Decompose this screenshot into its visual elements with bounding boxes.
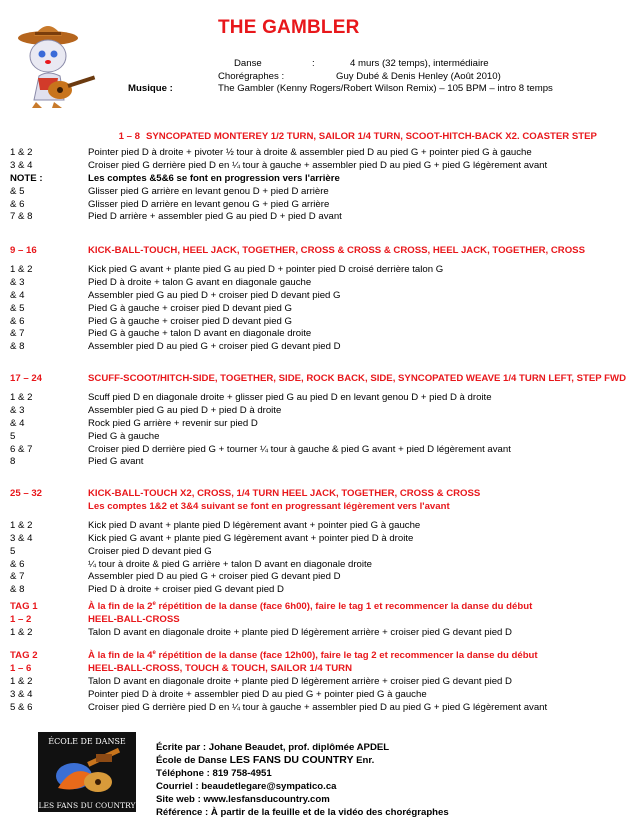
step-row (0, 627, 640, 640)
step-description: Assembler pied G au pied D + croiser pied D devant pied G (88, 289, 341, 301)
step-description: ¼ tour à droite & pied G arrière + talon D avant en diagonale droite (88, 558, 372, 570)
step-count: & 6 (10, 198, 25, 210)
step-description: Pied D à droite + talon G avant en diagonale gauche (88, 276, 312, 288)
footer-website[interactable]: Site web : www.lesfansducountry.com (156, 794, 330, 806)
section-title: KICK-BALL-TOUCH X2, CROSS, 1/4 TURN HEEL JACK, TOGETHER, CROSS & CROSS (88, 488, 481, 499)
step-description: Assembler pied D au pied G + croiser pied G devant pied D (88, 571, 341, 583)
step-description: Les comptes &5&6 se font en progression vers l'arrière (88, 172, 340, 184)
step-count: & 4 (10, 417, 25, 429)
step-count: 1 & 2 (10, 391, 33, 403)
footer-school: École de Danse LES FANS DU COUNTRY Enr. (156, 754, 375, 767)
tag-1 (0, 601, 640, 640)
step-description: Pointer pied D à droite + assembler pied D au pied G + pointer pied G à gauche (88, 688, 427, 700)
tag-header (0, 601, 640, 614)
step-row (0, 341, 640, 354)
section-title: SYNCOPATED MONTEREY 1/2 TURN, SAILOR 1/4 TURN, SCOOT-HITCH-BACK X2. COASTER STEP (146, 131, 597, 142)
footer-written: Écrite par : Johane Beaudet, prof. diplômée APDEL (156, 742, 390, 753)
school-name: LES FANS DU COUNTRY (229, 754, 354, 767)
section-3 (0, 373, 640, 469)
step-row (0, 316, 640, 329)
step-count: & 3 (10, 276, 25, 288)
step-count: & 6 (10, 558, 25, 570)
step-count: 3 & 4 (10, 688, 33, 700)
step-description: Pied G à gauche + talon D avant en diagonale droite (88, 328, 312, 340)
step-row (0, 147, 640, 160)
tag-title: HEEL-BALL-CROSS, TOUCH & TOUCH, SAILOR 1/4 TURN (88, 662, 353, 674)
tag-count: 1 – 2 (10, 613, 32, 625)
section-count: 17 – 24 (10, 373, 43, 384)
subheader-count (0, 501, 88, 514)
step-count: 3 & 4 (10, 159, 33, 171)
step-description: Pied G à gauche (88, 430, 160, 442)
tag-label: TAG 1 (10, 601, 38, 612)
section-count: 25 – 32 (10, 488, 43, 499)
danse-value: 4 murs (32 temps), intermédiaire (350, 58, 489, 69)
step-row (0, 614, 640, 627)
footer-email[interactable]: Courriel : beaudetlegare@sympatico.ca (156, 781, 337, 793)
tag-instruction: À la fin de la 2e répétition de la danse (face 6h00), faire le tag 1 et recommencer la danse du début (88, 601, 533, 612)
section-count: 1 – 8 (118, 131, 140, 142)
step-row (0, 303, 640, 316)
step-description: Kick pied G avant + plante pied G légèrement avant + pointer pied D à droite (88, 532, 414, 544)
step-row (0, 571, 640, 584)
step-row (0, 405, 640, 418)
step-description: Pied D arrière + assembler pied G au pied D + pied D avant (88, 211, 342, 223)
step-count: 5 & 6 (10, 701, 33, 713)
footer-reference: Référence : À partir de la feuille et de la vidéo des chorégraphes (156, 807, 449, 819)
cat-guitar-mascot-icon (8, 18, 100, 110)
step-count: 1 & 2 (10, 626, 33, 638)
step-count: 3 & 4 (10, 532, 33, 544)
step-count: & 8 (10, 584, 25, 596)
choreographes-value: Guy Dubé & Denis Henley (Août 2010) (336, 71, 501, 82)
school-logo-icon (38, 732, 136, 812)
step-description: Rock pied G arrière + revenir sur pied D (88, 417, 258, 429)
section-2 (0, 245, 640, 354)
step-row (0, 456, 640, 469)
section-header (0, 131, 640, 144)
step-description: Kick pied D avant + plante pied D légèrement avant + pointer pied G à gauche (88, 519, 421, 531)
step-row (0, 584, 640, 597)
step-row (0, 264, 640, 277)
logo-top-text: ÉCOLE DE DANSE (48, 737, 126, 746)
tag-2 (0, 650, 640, 715)
step-count: 8 (10, 456, 16, 468)
danse-label: Danse (234, 58, 262, 69)
step-description: Pied G à gauche + croiser pied D devant pied G (88, 315, 292, 327)
musique-label: Musique : (128, 83, 173, 94)
section-title: SCUFF-SCOOT/HITCH-SIDE, TOGETHER, SIDE, ROCK BACK, SIDE, SYNCOPATED WEAVE 1/4 TURN LEFT, STEP FWD (88, 373, 626, 384)
section-subheader: Les comptes 1&2 et 3&4 suivant se font en progressant légèrement vers l'avant (88, 500, 450, 512)
step-row (0, 173, 640, 186)
step-description: Pointer pied D à droite + pivoter ½ tour à droite & assembler pied D au pied G + pointer pied G à gauche (88, 146, 532, 158)
step-row (0, 533, 640, 546)
choreographes-label: Chorégraphes : (218, 71, 285, 82)
step-count: 1 & 2 (10, 263, 33, 275)
step-row (0, 160, 640, 173)
section-count: 9 – 16 (10, 245, 37, 256)
step-row (0, 277, 640, 290)
tag-title: HEEL-BALL-CROSS (88, 613, 180, 625)
footer-credits (156, 741, 449, 820)
footer-phone: Téléphone : 819 758-4951 (156, 768, 272, 780)
tag-instruction: À la fin de la 4e répétition de la danse (face 12h00), faire le tag 2 et recommencer la danse du début (88, 650, 538, 661)
section-header (0, 488, 640, 501)
step-description: Talon D avant en diagonale droite + plante pied D légèrement arrière + croiser pied G devant pied D (88, 675, 512, 687)
step-count: 5 (10, 430, 16, 442)
step-count: & 3 (10, 404, 25, 416)
section-4 (0, 488, 640, 597)
step-row (0, 689, 640, 702)
step-description: Croiser pied D devant pied G (88, 545, 212, 557)
step-row (0, 546, 640, 559)
step-row (0, 559, 640, 572)
step-count: & 8 (10, 341, 25, 353)
step-row (0, 676, 640, 689)
step-description: Assembler pied D au pied G + croiser pied G devant pied D (88, 341, 341, 353)
logo-bottom-text: LES FANS DU COUNTRY (38, 801, 136, 810)
step-count: 7 & 8 (10, 211, 33, 223)
step-row (0, 186, 640, 199)
step-count: & 4 (10, 289, 25, 301)
step-row (0, 501, 640, 514)
step-count: 1 & 2 (10, 146, 33, 158)
page-title: THE GAMBLER (218, 17, 360, 38)
step-description: Croiser pied G derrière pied D en ¼ tour à gauche + assembler pied D au pied G + pied G légèrement avant (88, 159, 548, 171)
step-row (0, 431, 640, 444)
tag-header (0, 650, 640, 663)
step-row (0, 663, 640, 676)
step-description: Glisser pied G arrière en levant genou D + pied D arrière (88, 185, 329, 197)
step-row (0, 199, 640, 212)
section-header (0, 373, 640, 386)
section-title: KICK-BALL-TOUCH, HEEL JACK, TOGETHER, CROSS & CROSS & CROSS, HEEL JACK, TOGETHER, CROSS (88, 245, 585, 256)
step-description: Croiser pied G derrière pied D en ¼ tour à gauche + assembler pied D au pied G + pied G légèrement avant (88, 701, 548, 713)
step-count: 1 & 2 (10, 519, 33, 531)
musique-value: The Gambler (Kenny Rogers/Robert Wilson Remix) – 105 BPM – intro 8 temps (218, 83, 553, 94)
step-row (0, 290, 640, 303)
step-count: 6 & 7 (10, 443, 33, 455)
step-description: Talon D avant en diagonale droite + plante pied D légèrement arrière + croiser pied G devant pied D (88, 626, 512, 638)
step-description: Pied G à gauche + croiser pied D devant pied G (88, 302, 292, 314)
step-count: & 7 (10, 571, 25, 583)
step-count: & 6 (10, 315, 25, 327)
step-count: 1 & 2 (10, 675, 33, 687)
step-count: & 7 (10, 328, 25, 340)
step-row (0, 418, 640, 431)
step-row (0, 211, 640, 224)
step-row (0, 520, 640, 533)
step-count: 5 (10, 545, 16, 557)
section-1 (0, 131, 640, 224)
step-description: Assembler pied G au pied D + pied D à droite (88, 404, 282, 416)
section-header (0, 245, 640, 258)
step-count: & 5 (10, 185, 25, 197)
tag-label: TAG 2 (10, 650, 38, 661)
step-count: NOTE : (10, 172, 43, 184)
step-description: Pied G avant (88, 456, 144, 468)
step-row (0, 444, 640, 457)
step-description: Scuff pied D en diagonale droite + glisser pied G au pied D en levant genou D + pied D à droite (88, 391, 492, 403)
step-count: & 5 (10, 302, 25, 314)
tag-count: 1 – 6 (10, 662, 32, 674)
step-row (0, 392, 640, 405)
step-row (0, 328, 640, 341)
step-description: Croiser pied D derrière pied G + tourner ¼ tour à gauche & pied G avant + pied D légèrement avant (88, 443, 511, 455)
step-description: Pied D à droite + croiser pied G devant pied D (88, 584, 284, 596)
step-row (0, 702, 640, 715)
step-description: Glisser pied D arrière en levant genou G + pied G arrière (88, 198, 330, 210)
danse-colon: : (312, 58, 315, 69)
step-description: Kick pied G avant + plante pied G au pied D + pointer pied D croisé derrière talon G (88, 263, 444, 275)
